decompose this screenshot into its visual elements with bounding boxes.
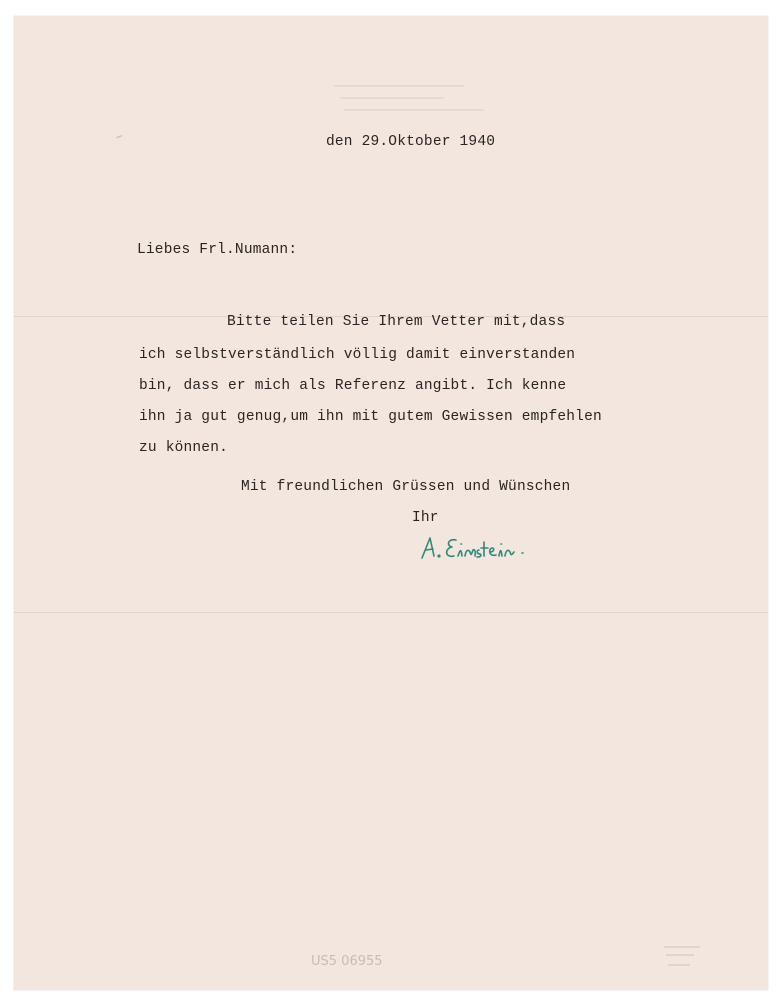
pencil-mark (116, 135, 123, 141)
letter-sheet (14, 16, 768, 990)
body-line: bin, dass er mich als Referenz angibt. Ich kenne (139, 378, 567, 394)
body-line: ihn ja gut genug,um ihn mit gutem Gewissen empfehlen (139, 409, 602, 425)
archive-number: US5 06955 (311, 954, 383, 969)
body-line: ich selbstverständlich völlig damit einverstanden (139, 347, 576, 363)
body-line: Bitte teilen Sie Ihrem Vetter mit,dass (227, 314, 566, 330)
handwritten-signature (418, 530, 558, 566)
letter-closing: Mit freundlichen Grüssen und Wünschen (241, 479, 571, 495)
faint-letterhead-impression (314, 74, 514, 118)
faint-pencil-notes (660, 941, 720, 981)
body-line: zu können. (139, 440, 229, 456)
letter-closing-word: Ihr (412, 510, 439, 526)
letter-date: den 29.Oktober 1940 (326, 134, 496, 150)
letter-salutation: Liebes Frl.Numann: (137, 242, 298, 258)
paper-fold-line (14, 612, 768, 613)
